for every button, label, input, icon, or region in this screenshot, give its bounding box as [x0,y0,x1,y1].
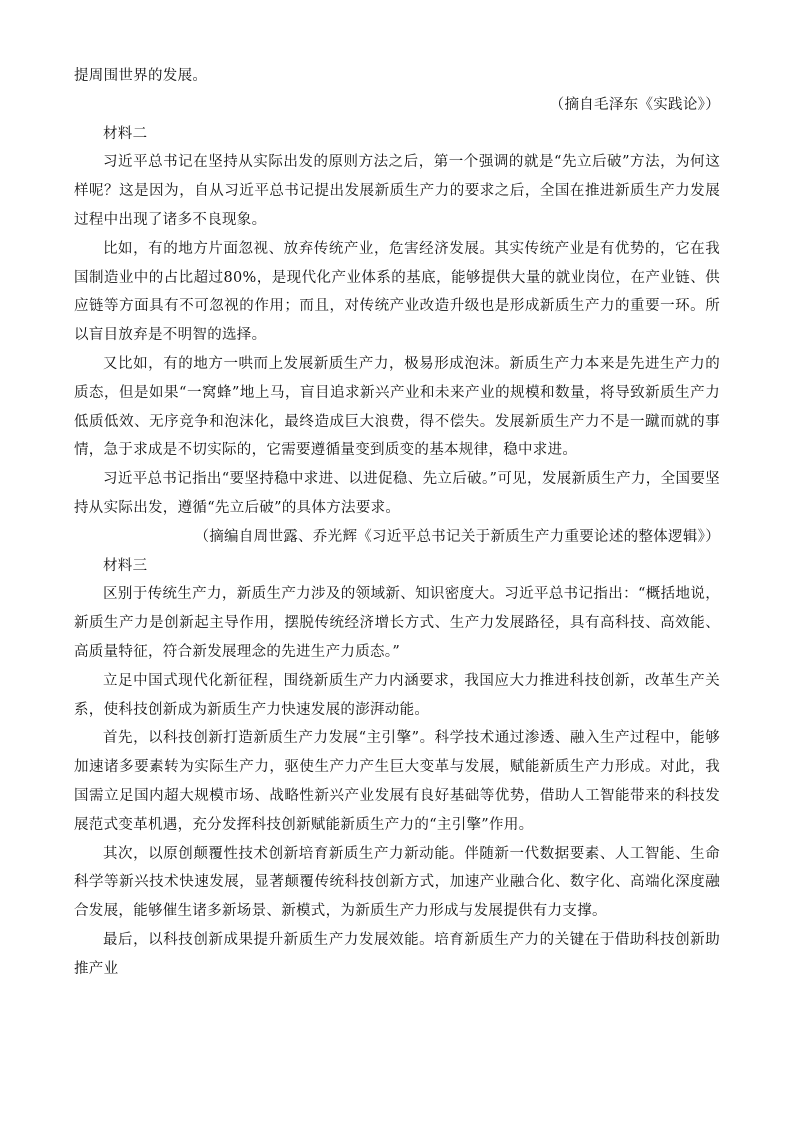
body-paragraph: 立足中国式现代化新征程，围绕新质生产力内涵要求，我国应大力推进科技创新，改革生产关系，使科技创新成为新质生产力快速发展的澎湃动能。 [74,672,720,718]
section-heading: 材料二 [103,125,148,142]
source-citation: （摘编自周世露、乔光辉《习近平总书记关于新质生产力重要论述的整体逻辑》） [194,528,720,545]
body-paragraph: 比如，有的地方片面忽视、放弃传统产业，危害经济发展。其实传统产业是有优势的，它在我国制造业中的占比超过80%，是现代化产业体系的基底，能够提供大量的就业岗位，在产业链、供应链等方面具有不可忽视的作用；而且，对传统产业改造升级也是形成新质生产力的重要一环。所以盲目放弃是不明智的选择。 [74,240,720,344]
body-paragraph: 最后，以科技创新成果提升新质生产力发展效能。培育新质生产力的关键在于借助科技创新助推产业 [74,931,720,977]
body-paragraph: 习近平总书记指出“要坚持稳中求进、以进促稳、先立后破。”可见，发展新质生产力，全国要坚持从实际出发，遵循“先立后破”的具体方法要求。 [74,471,720,516]
body-paragraph: 区别于传统生产力，新质生产力涉及的领域新、知识密度大。习近平总书记指出：“概括地说，新质生产力是创新起主导作用，摆脱传统经济增长方式、生产力发展路径，具有高科技、高效能、高质量特征，符合新发展理念的先进生产力质态。” [74,586,720,660]
body-paragraph: 其次，以原创颠覆性技术创新培育新质生产力新动能。伴随新一代数据要素、人工智能、生命科学等新兴技术快速发展，显著颠覆传统科技创新方式，加速产业融合化、数字化、高端化深度融合发展，能够催生诸多新场景、新模式，为新质生产力形成与发展提供有力支撑。 [74,845,720,920]
body-paragraph: 习近平总书记在坚持从实际出发的原则方法之后，第一个强调的就是“先立后破”方法，为何这样呢？这是因为，自从习近平总书记提出发展新质生产力的要求之后，全国在推进新质生产力发展过程中出现了诸多不良现象。 [74,154,720,228]
body-paragraph: 又比如，有的地方一哄而上发展新质生产力，极易形成泡沫。新质生产力本来是先进生产力的质态，但是如果“一窝蜂”地上马，盲目追求新兴产业和未来产业的规模和数量，将导致新质生产力低质低效、无序竞争和泡沫化，最终造成巨大浪费，得不偿失。发展新质生产力不是一蹴而就的事情，急于求成是不切实际的，它需要遵循量变到质变的基本规律，稳中求进。 [74,355,720,459]
document-page [74,62,720,984]
paragraph-continuation: 提周围世界的发展。 [74,68,208,84]
section-heading: 材料三 [103,557,148,574]
source-citation: （摘自毛泽东《实践论》） [549,96,720,113]
body-paragraph: 首先，以科技创新打造新质生产力发展“主引擎”。科学技术通过渗透、融入生产过程中，能够加速诸多要素转为实际生产力，驱使生产力产生巨大变革与发展，赋能新质生产力形成。对此，我国需立足国内超大规模市场、战略性新兴产业发展有良好基础等优势，借助人工智能带来的科技发展范式变革机遇，充分发挥科技创新赋能新质生产力的“主引擎”作用。 [74,730,720,833]
